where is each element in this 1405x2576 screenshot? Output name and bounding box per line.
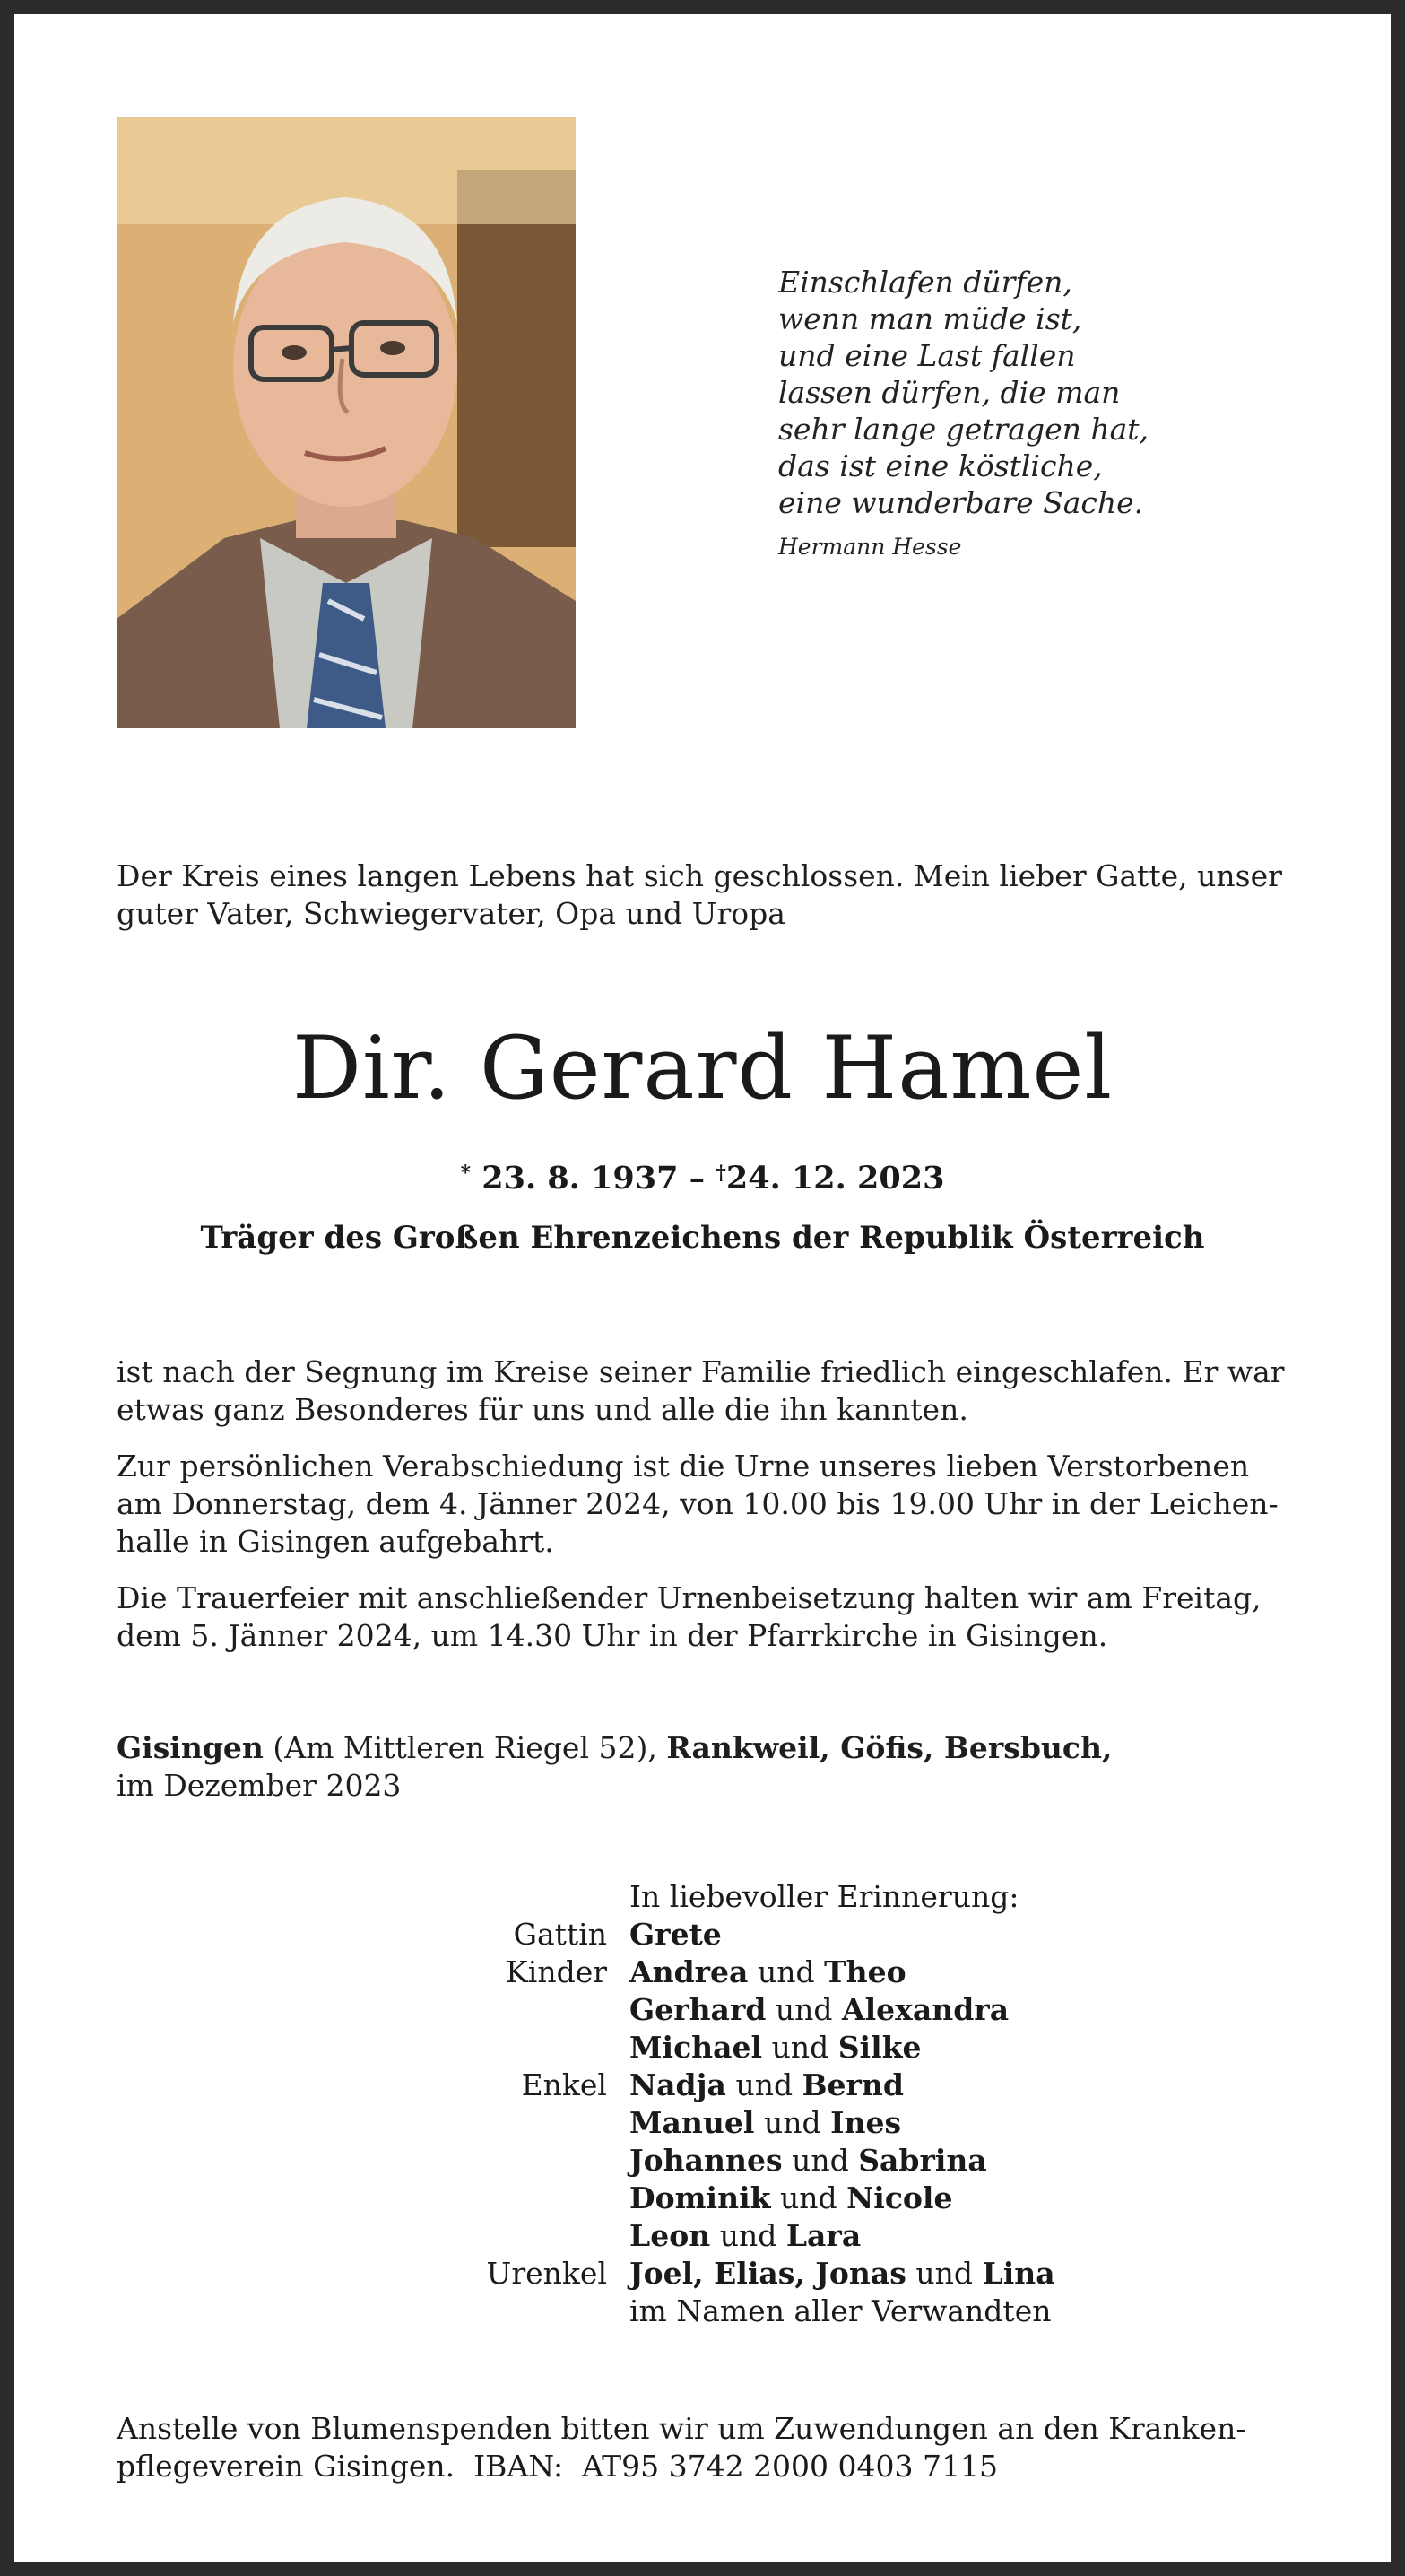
and-word: und (763, 2105, 821, 2140)
family-pair (629, 2255, 1055, 2293)
iban-value: AT95 3742 2000 0403 7115 (582, 2449, 998, 2484)
family-name: Sabrina (858, 2143, 987, 2178)
family-name: Nicole (846, 2180, 953, 2215)
honor-title: Träger des Großen Ehrenzeichens der Republik Österreich (200, 1220, 1205, 1256)
role-label: Urenkel (486, 2256, 607, 2291)
role-label: Enkel (521, 2067, 607, 2102)
family-list (14, 1878, 1391, 2330)
intro-text (117, 857, 1309, 933)
family-name: Theo (824, 1954, 906, 1989)
poem-line: das ist eine köstliche, (778, 448, 1103, 483)
family-name: Andrea (629, 1954, 749, 1989)
donation-line: Anstelle von Blumenspenden bitten wir um Zuwendungen an den Kranken- (117, 2411, 1246, 2446)
place-address: (Am Mittleren Riegel 52), (263, 1730, 667, 1765)
paragraph-line: dem 5. Jänner 2024, um 14.30 Uhr in der Pfarrkirche in Gisingen. (117, 1618, 1108, 1653)
and-word: und (779, 2180, 837, 2215)
family-row-enkel (14, 2142, 1391, 2180)
poem-line: und eine Last fallen (778, 338, 1076, 373)
paragraph-line: Zur persönlichen Verabschiedung ist die Urne unseres lieben Verstorbenen (117, 1449, 1250, 1484)
family-pair (629, 2142, 987, 2180)
place-date-line: im Dezember 2023 (117, 1768, 402, 1803)
family-name: Dominik (629, 2180, 771, 2215)
poem-line: wenn man müde ist, (778, 301, 1082, 336)
family-row-kinder (14, 2029, 1391, 2067)
and-word: und (735, 2067, 794, 2102)
family-row-urenkel (14, 2255, 1391, 2293)
and-word: und (915, 2256, 974, 2291)
family-row-kinder (14, 1991, 1391, 2029)
portrait-photo-icon (117, 117, 576, 728)
paragraph-viewing (117, 1448, 1309, 1561)
deceased-name: Dir. Gerard Hamel (291, 1018, 1114, 1118)
family-name: Ines (830, 2105, 902, 2140)
paragraph-line: etwas ganz Besonderes für uns und alle die ihn kannten. (117, 1392, 968, 1427)
family-row-enkel (14, 2104, 1391, 2142)
family-name: Alexandra (842, 1992, 1010, 2027)
family-row-enkel (14, 2180, 1391, 2217)
and-word: und (719, 2218, 777, 2253)
paragraph-passing (117, 1353, 1309, 1429)
donation-note (117, 2410, 1309, 2485)
family-pair (629, 2029, 921, 2067)
family-name: Leon (629, 2218, 711, 2253)
paragraph-line: halle in Gisingen aufgebahrt. (117, 1524, 554, 1559)
life-dates (14, 1153, 1391, 1198)
and-word: und (792, 2143, 849, 2178)
family-pair (629, 2180, 952, 2217)
family-pair (629, 2104, 901, 2142)
and-word: und (771, 2030, 829, 2065)
family-name: Silke (837, 2030, 922, 2065)
portrait-photo (117, 117, 576, 728)
place-date (117, 1729, 1309, 1805)
family-name: Bernd (802, 2067, 904, 2102)
family-name: Michael (629, 2030, 763, 2065)
family-name: Manuel (629, 2105, 755, 2140)
iban-label: IBAN: (473, 2449, 564, 2484)
poem-line: eine wunderbare Sache. (778, 485, 1144, 520)
family-name: Nadja (629, 2067, 726, 2102)
intro-line: Der Kreis eines langen Lebens hat sich geschlossen. Mein lieber Gatte, unser (117, 858, 1282, 893)
date-dash: – (689, 1160, 706, 1197)
poem-line: sehr lange getragen hat, (778, 412, 1149, 447)
death-date: 24. 12. 2023 (725, 1160, 945, 1197)
place-town: Gisingen (117, 1730, 264, 1765)
family-pair (629, 1991, 1009, 2029)
family-row-gattin (14, 1916, 1391, 1954)
poem-line: lassen dürfen, die man (778, 375, 1121, 410)
family-pair (629, 2067, 904, 2104)
family-closing: im Namen aller Verwandten (629, 2293, 1052, 2328)
role-label: Kinder (506, 1954, 607, 1989)
family-name: Joel, Elias, Jonas (629, 2256, 906, 2291)
family-name: Lina (982, 2256, 1055, 2291)
family-row-enkel (14, 2217, 1391, 2255)
paragraph-line: Die Trauerfeier mit anschließender Urnenbeisetzung halten wir am Freitag, (117, 1580, 1262, 1615)
and-word: und (757, 1954, 815, 1989)
donation-line (117, 2448, 1309, 2485)
family-pair (629, 1954, 906, 1991)
family-row-kinder (14, 1954, 1391, 1991)
paragraph-line: ist nach der Segnung im Kreise seiner Familie friedlich eingeschlafen. Er war (117, 1354, 1285, 1389)
role-label: Gattin (513, 1917, 607, 1952)
obituary-page (14, 14, 1391, 2562)
place-others: Rankweil, Göfis, Bersbuch, (666, 1730, 1113, 1765)
death-symbol: † (716, 1162, 726, 1185)
family-pair (629, 2217, 861, 2255)
intro-line: guter Vater, Schwiegervater, Opa und Uropa (117, 896, 785, 931)
family-heading-row (14, 1878, 1391, 1916)
family-name: Gerhard (629, 1992, 767, 2027)
family-closing-row (14, 2293, 1391, 2330)
and-word: und (775, 1992, 833, 2027)
donation-text: pflegeverein Gisingen. (117, 2449, 455, 2484)
poem-quote (778, 264, 1149, 562)
family-heading: In liebevoller Erinnerung: (629, 1879, 1019, 1914)
paragraph-funeral (117, 1580, 1309, 1655)
family-row-enkel (14, 2067, 1391, 2104)
place-line (117, 1729, 1309, 1767)
birth-symbol: * (460, 1162, 472, 1185)
paragraph-line: am Donnerstag, dem 4. Jänner 2024, von 10.00 bis 19.00 Uhr in der Leichen- (117, 1486, 1279, 1521)
family-name: Johannes (629, 2143, 783, 2178)
birth-date: 23. 8. 1937 (481, 1160, 679, 1197)
poem-author: Hermann Hesse (778, 534, 962, 560)
poem-line: Einschlafen dürfen, (778, 265, 1072, 300)
family-name: Grete (629, 1917, 722, 1952)
family-name: Lara (785, 2218, 862, 2253)
